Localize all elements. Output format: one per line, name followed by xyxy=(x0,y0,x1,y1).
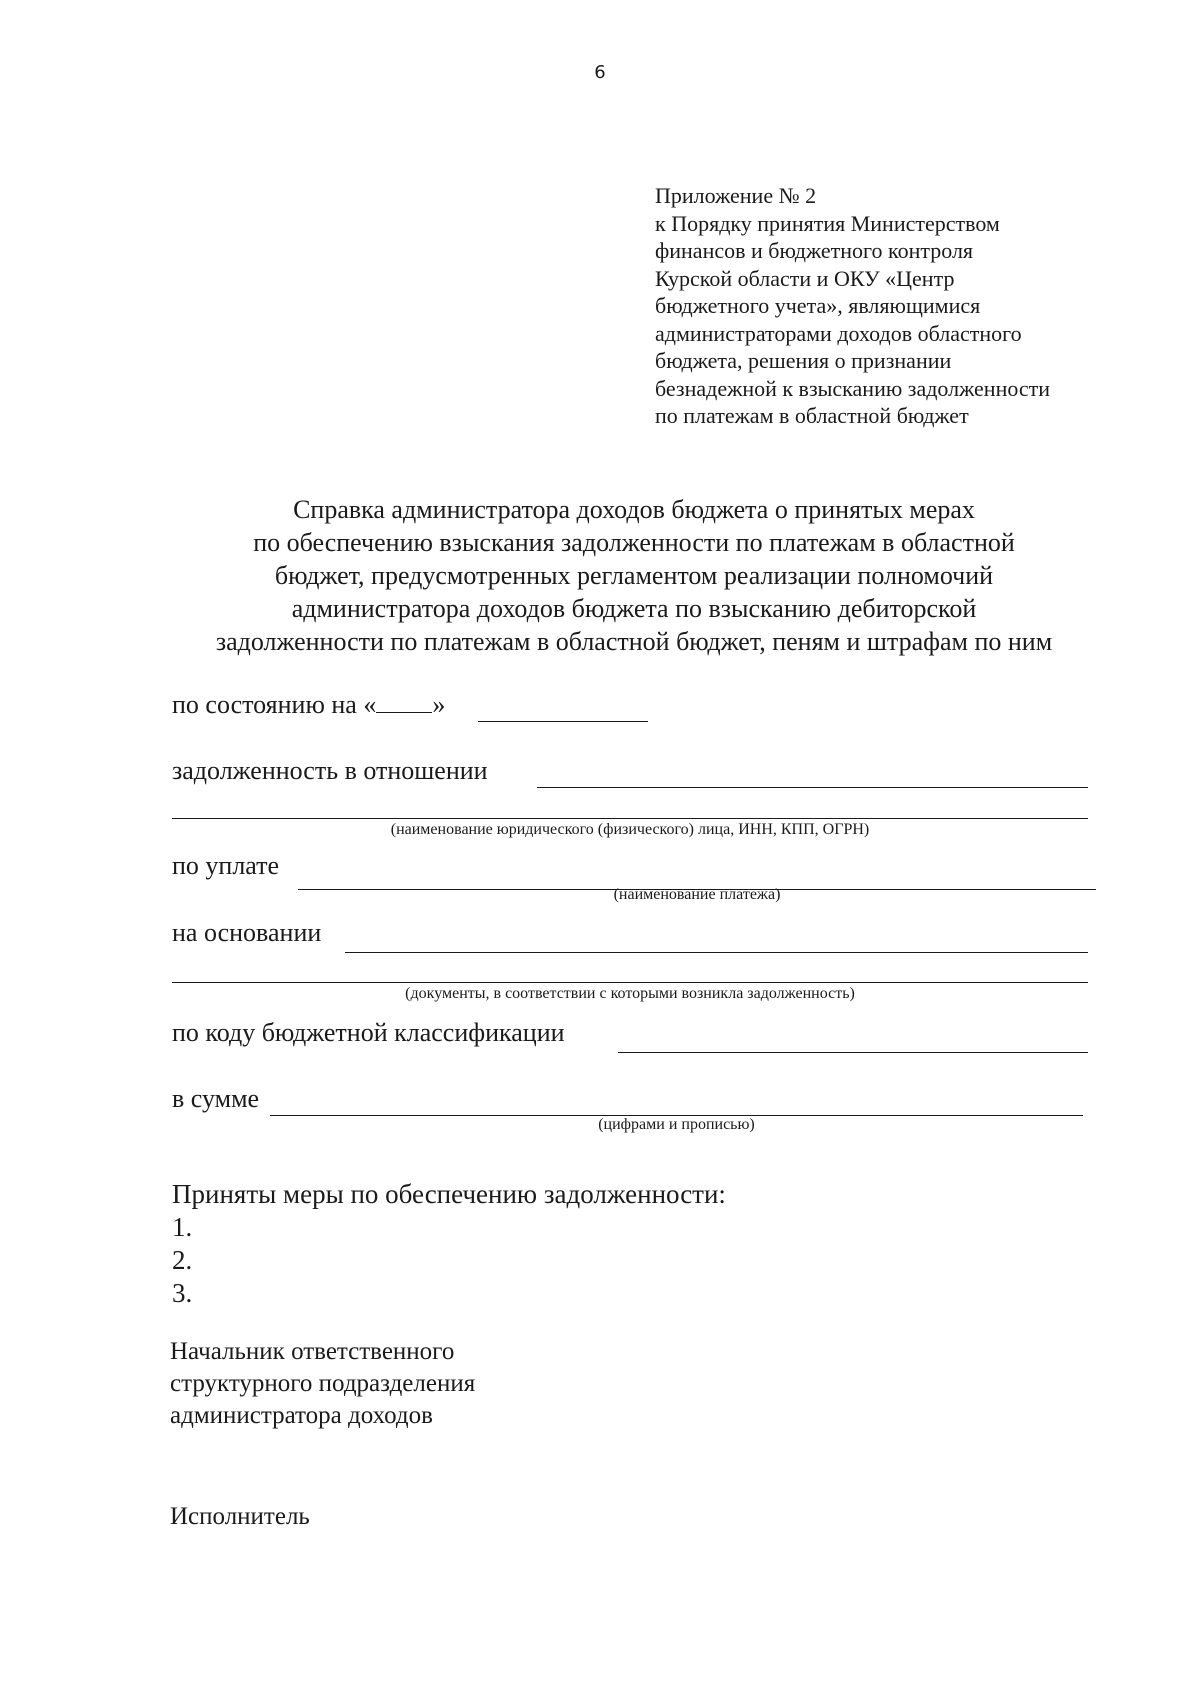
kbk-field[interactable] xyxy=(618,1052,1088,1053)
chief-line: администратора доходов xyxy=(170,1402,433,1429)
as-of-prefix: по состоянию на « xyxy=(172,690,377,719)
page-number: 6 xyxy=(594,62,606,83)
title-line: бюджет, предусмотренных регламентом реализации полномочий xyxy=(274,561,994,590)
appendix-line: администраторами доходов областного xyxy=(655,320,1022,346)
basis-field-line2[interactable] xyxy=(172,982,1088,983)
measures-item: 2. xyxy=(172,1245,193,1275)
measures-item: 3. xyxy=(172,1278,193,1308)
appendix-line: безнадежной к взысканию задолженности xyxy=(655,375,1051,401)
appendix-header xyxy=(655,182,1125,430)
debtor-caption: (наименование юридического (физического) лица, ИНН, КПП, ОГРН) xyxy=(390,821,870,838)
kbk-label: по коду бюджетной классификации xyxy=(172,1018,565,1047)
title-line: Справка администратора доходов бюджета о принятых мерах xyxy=(293,495,975,524)
payment-label: по уплате xyxy=(172,851,280,880)
appendix-line: к Порядку принятия Министерством xyxy=(655,210,1000,236)
chief-line: структурного подразделения xyxy=(170,1370,476,1397)
basis-caption: (документы, в соответствии с которыми возникла задолженность) xyxy=(405,985,855,1002)
appendix-line: бюджетного учета», являющимися xyxy=(655,293,981,318)
payment-caption: (наименование платежа) xyxy=(613,886,781,903)
title-line: администратора доходов бюджета по взысканию дебиторской xyxy=(291,594,977,623)
appendix-line: Приложение № 2 xyxy=(655,183,817,208)
measures-heading: Приняты меры по обеспечению задолженности: xyxy=(172,1179,726,1209)
debt-label: задолженность в отношении xyxy=(172,756,488,785)
amount-caption: (цифрами и прописью) xyxy=(598,1116,755,1133)
measures-section xyxy=(172,1178,726,1310)
day-blank[interactable] xyxy=(376,692,432,713)
debtor-field-line2[interactable] xyxy=(172,818,1088,819)
chief-line: Начальник ответственного xyxy=(170,1338,455,1365)
debtor-field-line1[interactable] xyxy=(537,787,1088,788)
month-year-blank[interactable] xyxy=(478,721,648,722)
executor-label: Исполнитель xyxy=(170,1503,310,1530)
basis-label: на основании xyxy=(172,918,322,947)
basis-field-line1[interactable] xyxy=(345,952,1088,953)
as-of-mid: » xyxy=(432,690,446,719)
measures-item: 1. xyxy=(172,1212,193,1242)
chief-signature-block xyxy=(170,1336,475,1432)
title-line: задолженности по платежам в областной бюджет, пеням и штрафам по ним xyxy=(215,627,1053,656)
document-title xyxy=(160,493,1108,658)
appendix-line: по платежам в областной бюджет xyxy=(655,403,969,428)
appendix-line: бюджета, решения о признании xyxy=(655,348,952,373)
as-of-row xyxy=(172,690,445,720)
amount-label: в сумме xyxy=(172,1084,260,1113)
appendix-line: Курской области и ОКУ «Центр xyxy=(655,265,955,291)
appendix-line: финансов и бюджетного контроля xyxy=(655,238,974,263)
title-line: по обеспечению взыскания задолженности по платежам в областной xyxy=(253,528,1015,557)
